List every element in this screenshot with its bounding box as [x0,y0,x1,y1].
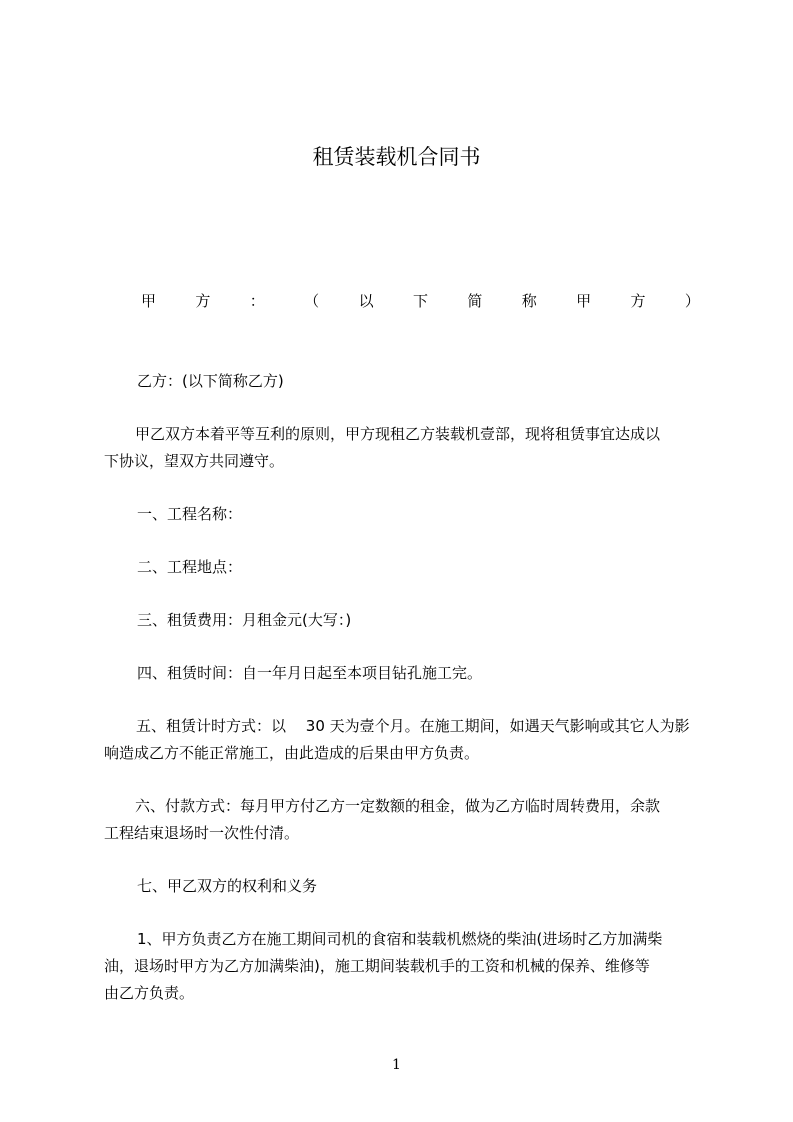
item-text: 二、工程地点： [137,558,243,576]
party-a-char: 方 [195,292,211,310]
party-a-char: 甲 [576,292,592,310]
intro-line: 下协议，望双方共同遵守。 [104,452,285,470]
clause-1 [104,926,704,1007]
intro-paragraph [104,421,704,475]
item-text: 三、租赁费用：月租金元(大写：) [137,611,352,629]
party-b-text: 乙方：(以下简称乙方) [137,372,284,390]
clause-line: 1、甲方负责乙方在施工期间司机的食宿和装载机燃烧的柴油(进场时乙方加满柴 [122,930,663,948]
clause-line: 油，退场时甲方为乙方加满柴油)，施工期间装载机手的工资和机械的保养、维修等 [104,957,650,975]
contract-title: 租赁装载机合同书 [312,145,481,169]
item-text: 四、租赁时间：自一年月日起至本项目钻孔施工完。 [137,664,483,682]
item-line: 响造成乙方不能正常施工，由此造成的后果由甲方负责。 [104,744,480,762]
item-rental-fee [137,607,737,634]
party-a-char: ： [249,292,265,310]
party-a-char: （ [304,292,320,310]
item-billing-method [104,713,704,767]
item-project-location [137,554,737,581]
item-line: 六、付款方式：每月甲方付乙方一定数额的租金，做为乙方临时周转费用，余款 [120,797,661,815]
item-text: 七、甲乙双方的权利和义务 [137,877,318,895]
intro-line: 甲乙双方本着平等互利的原则，甲方现租乙方装载机壹部，现将租赁事宜达成以 [120,425,661,443]
item-payment-method [104,793,704,847]
item-project-name [137,501,737,528]
party-a-char: 简 [467,292,483,310]
page-number: 1 [392,1057,401,1073]
party-a-line [141,290,700,312]
item-rights-obligations [137,873,737,900]
clause-line: 由乙方负责。 [104,984,195,1002]
party-b-line [137,368,737,395]
party-a-char: 以 [358,292,374,310]
party-a-char: 甲 [141,292,157,310]
party-a-char: ） [684,292,700,310]
item-rental-period [137,660,737,687]
item-line: 五、租赁计时方式：以 30 天为壹个月。在施工期间，如遇天气影响或其它人为影 [136,717,690,735]
item-text: 一、工程名称： [137,505,243,523]
party-a-char: 方 [630,292,646,310]
party-a-char: 称 [521,292,537,310]
party-a-char: 下 [412,292,428,310]
item-line: 工程结束退场时一次性付清。 [104,824,300,842]
